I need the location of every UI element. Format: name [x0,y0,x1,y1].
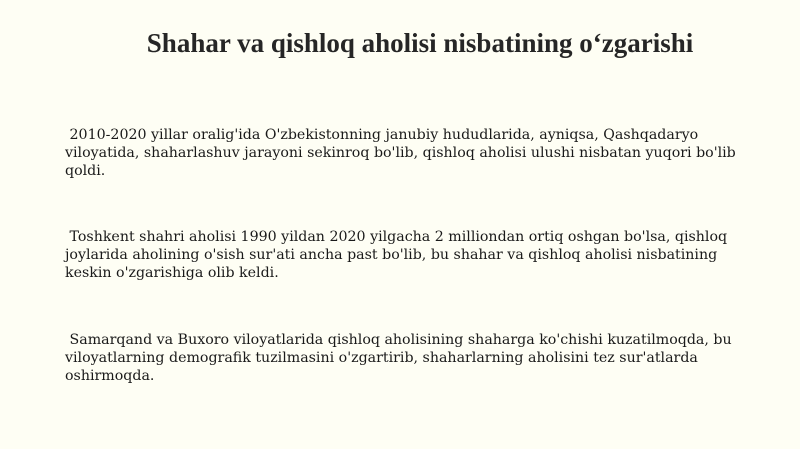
paragraph-samarkand-bukhara: Samarqand va Buxoro viloyatlarida qishloq aholisining shaharga ko'chishi kuzatilmoqda, bu viloyatlarning demografik tuzilmasini o'zgartirib, shaharlarning aholisini tez sur'atlarda oshirmoqda. [65,332,737,384]
paragraph-tashkent: Toshkent shahri aholisi 1990 yildan 2020 yilgacha 2 milliondan ortiq oshgan bo'lsa, qishloq joylarida aholining o'sish sur'ati ancha past bo'lib, bu shahar va qishloq aholisi nisbatining keskin o'zgarishiga olib keldi. [65,229,732,281]
paragraph-southern-regions: 2010-2020 yillar oralig'ida O'zbekistonning janubiy hududlarida, ayniqsa, Qashqadaryo viloyatida, shaharlashuv jarayoni sekinroq bo'lib, qishloq aholisi ulushi nisbatan yuqori bo'lib qoldi. [65,127,741,179]
slide-title: Shahar va qishloq aholisi nisbatining o‘zgarishi [146,28,694,58]
